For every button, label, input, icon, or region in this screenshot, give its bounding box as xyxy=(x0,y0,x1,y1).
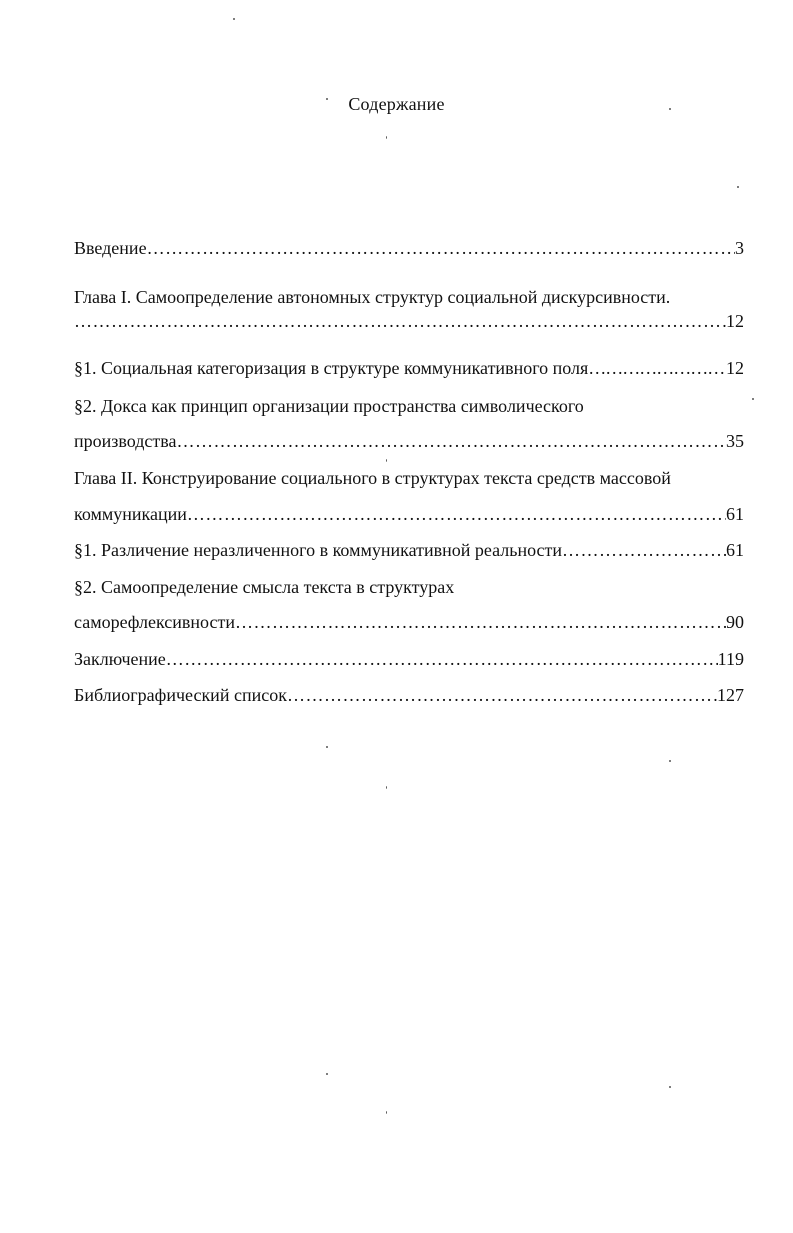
toc-entry-page: 3 xyxy=(735,238,744,258)
toc-entry-chapter-2-page-line[interactable] xyxy=(74,503,744,525)
scan-speck xyxy=(669,1086,671,1088)
scan-speck xyxy=(386,459,387,462)
scan-speck xyxy=(326,1073,328,1075)
toc-leader-dots xyxy=(235,611,726,633)
toc-entry-text: §1. Различение неразличенного в коммуникативной реальности xyxy=(74,540,563,560)
scan-speck xyxy=(752,398,754,400)
scan-speck xyxy=(326,98,328,100)
scan-speck xyxy=(326,746,328,748)
toc-leader-dots xyxy=(177,430,727,452)
scan-speck xyxy=(386,136,387,139)
toc-entry-ch1-section-2[interactable] xyxy=(74,395,744,417)
toc-entry-ch2-section-1[interactable] xyxy=(74,539,744,561)
scan-speck xyxy=(386,1111,387,1114)
toc-entry-introduction[interactable] xyxy=(74,237,744,259)
toc-entry-page: 119 xyxy=(717,649,744,669)
scan-speck xyxy=(386,786,387,789)
scan-speck xyxy=(737,186,739,188)
scan-speck xyxy=(669,108,671,110)
toc-entry-page: 127 xyxy=(717,685,744,705)
toc-leader-dots xyxy=(147,237,735,259)
toc-leader-dots xyxy=(74,310,726,332)
toc-entry-ch1-section-1[interactable] xyxy=(74,357,744,379)
toc-entry-chapter-1[interactable] xyxy=(74,286,744,308)
toc-entry-text: Введение xyxy=(74,238,147,258)
scan-speck xyxy=(669,760,671,762)
toc-entry-page: 35 xyxy=(726,431,744,451)
toc-entry-conclusion[interactable] xyxy=(74,648,744,670)
toc-entry-text: §2. Самоопределение смысла текста в структурах xyxy=(74,577,455,597)
toc-entry-chapter-1-page-line[interactable] xyxy=(74,310,744,332)
scan-speck xyxy=(233,18,235,20)
toc-entry-chapter-2[interactable] xyxy=(74,467,744,489)
toc-leader-dots xyxy=(562,539,726,561)
toc-leader-dots xyxy=(588,357,726,379)
toc-entry-page: 90 xyxy=(726,612,744,632)
toc-entry-ch2-section-2-page-line[interactable] xyxy=(74,611,744,633)
toc-entry-bibliography[interactable] xyxy=(74,684,744,706)
toc-entry-text: Заключение xyxy=(74,649,166,669)
toc-entry-page: 12 xyxy=(726,311,744,331)
toc-entry-text: Библиографический список xyxy=(74,685,287,705)
toc-entry-text: саморефлексивности xyxy=(74,612,235,632)
toc-leader-dots xyxy=(166,648,718,670)
toc-leader-dots xyxy=(287,684,717,706)
toc-entry-page: 61 xyxy=(726,504,744,524)
page-title: Содержание xyxy=(348,94,445,114)
toc-entry-ch1-section-2-page-line[interactable] xyxy=(74,430,744,452)
toc-entry-page: 12 xyxy=(726,358,744,378)
toc-entry-page: 61 xyxy=(726,540,744,560)
toc-entry-text: §1. Социальная категоризация в структуре коммуникативного поля xyxy=(74,358,589,378)
toc-entry-text: Глава II. Конструирование социального в структурах текста средств массовой xyxy=(74,468,671,488)
toc-entry-text: коммуникации xyxy=(74,504,187,524)
toc-entry-ch2-section-2[interactable] xyxy=(74,576,744,598)
toc-entry-text: производства xyxy=(74,431,177,451)
toc-entry-text: §2. Докса как принцип организации пространства символического xyxy=(74,396,584,416)
toc-entry-text: Глава I. Самоопределение автономных структур социальной дискурсивности. xyxy=(74,287,671,307)
toc-leader-dots xyxy=(187,503,726,525)
